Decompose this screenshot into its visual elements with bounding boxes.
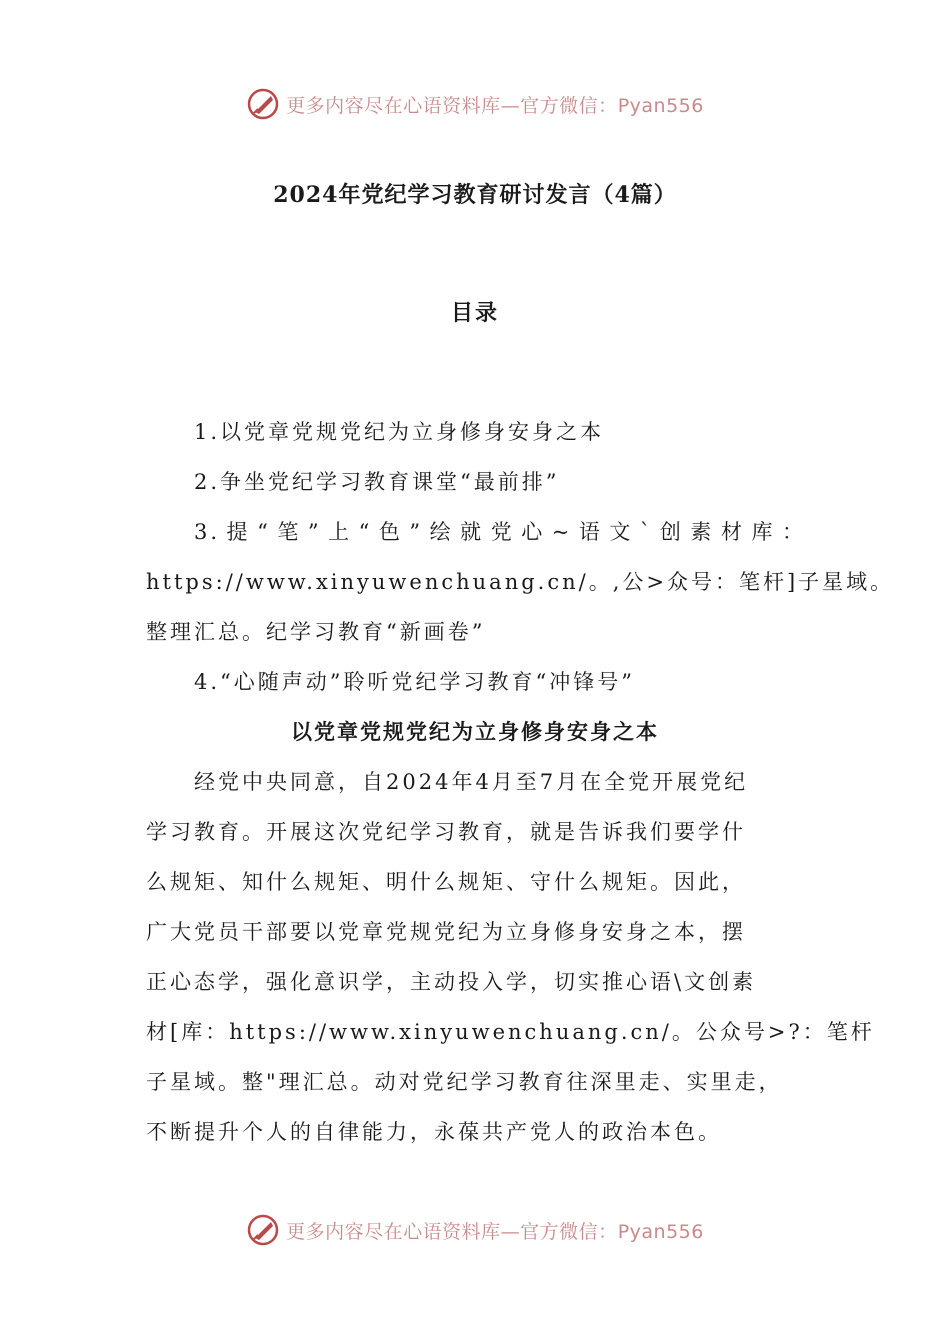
paragraph-line: 子星域。整"理汇总。动对党纪学习教育往深里走、实里走，	[146, 1070, 783, 1094]
watermark-wechat-id: Pyan556	[617, 94, 704, 117]
toc-item: 4.“心随声动”聆听党纪学习教育“冲锋号”	[194, 670, 635, 694]
toc-item-continuation: 整理汇总。纪学习教育“新画卷”	[146, 620, 486, 644]
footer-watermark	[0, 1210, 950, 1250]
section-title: 以党章党规党纪为立身修身安身之本	[291, 719, 659, 744]
paragraph-line: 么规矩、知什么规矩、明什么规矩、守什么规矩。因此，	[146, 870, 746, 894]
quill-logo-icon	[246, 87, 280, 121]
quill-logo-icon	[246, 1213, 280, 1247]
watermark-wechat-id: Pyan556	[617, 1220, 704, 1243]
document-title: 2024年党纪学习教育研讨发言（4篇）	[273, 182, 677, 208]
toc-item-continuation: https://www.xinyuwenchuang.cn/。,公>众号：笔杆]子星域。	[146, 570, 895, 594]
watermark-separator: —	[500, 1220, 521, 1243]
toc-item: 3.提“笔”上“色”绘就党心~语文`创素材库：	[194, 520, 806, 544]
paragraph-line: 学习教育。开展这次党纪学习教育，就是告诉我们要学什	[146, 820, 746, 844]
watermark-separator: —	[500, 94, 521, 117]
watermark-text	[286, 91, 704, 118]
paragraph-line: 经党中央同意，自2024年4月至7月在全党开展党纪	[194, 770, 749, 794]
toc-item: 2.争坐党纪学习教育课堂“最前排”	[194, 470, 560, 494]
paragraph-line: 正心态学，强化意识学，主动投入学，切实推心语\文创素	[146, 970, 757, 994]
paragraph-line: 材[库：https://www.xinyuwenchuang.cn/。公众号>?：笔杆	[146, 1020, 875, 1044]
watermark-site: 更多内容尽在心语资料库	[286, 1220, 501, 1243]
paragraph-line: 广大党员干部要以党章党规党纪为立身修身安身之本，摆	[146, 920, 746, 944]
toc-item: 1.以党章党规党纪为立身修身安身之本	[194, 420, 605, 444]
paragraph-line: 不断提升个人的自律能力，永葆共产党人的政治本色。	[146, 1120, 722, 1144]
header-watermark	[0, 84, 950, 124]
document-body	[146, 407, 895, 1157]
watermark-official: 官方微信：	[520, 1220, 618, 1243]
watermark-text	[286, 1217, 704, 1244]
watermark-site: 更多内容尽在心语资料库	[286, 94, 501, 117]
watermark-official: 官方微信：	[520, 94, 618, 117]
toc-heading: 目录	[450, 300, 499, 326]
